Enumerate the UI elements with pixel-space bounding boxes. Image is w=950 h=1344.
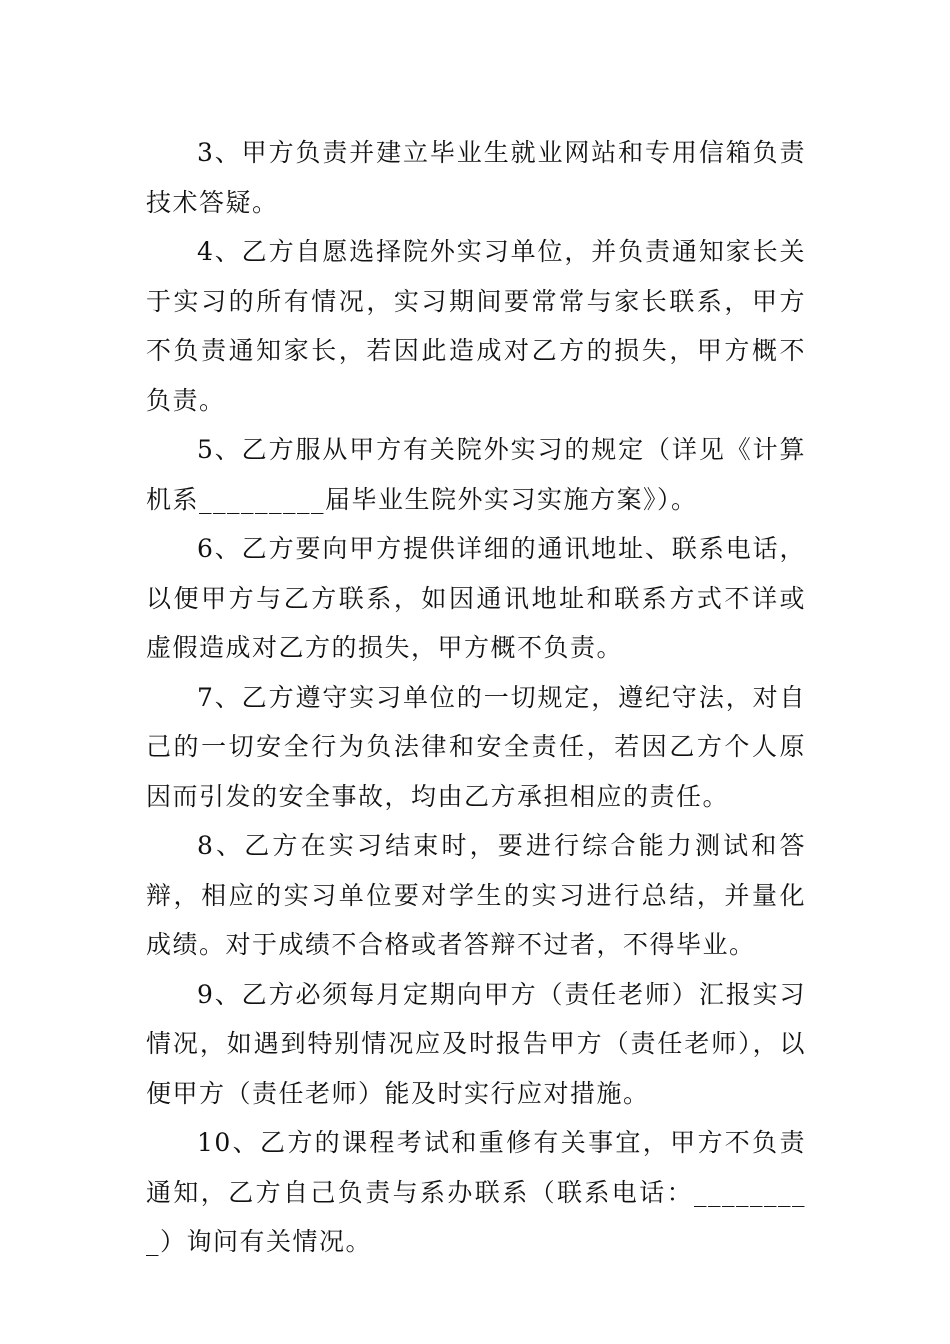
clause-3: 3、甲方负责并建立毕业生就业网站和专用信箱负责技术答疑。 — [146, 138, 806, 217]
clause-4: 4、乙方自愿选择院外实习单位，并负责通知家长关于实习的所有情况，实习期间要常常与家长联系，甲方不负责通知家长，若因此造成对乙方的损失，甲方概不负责。 — [146, 237, 806, 415]
clause-7: 7、乙方遵守实习单位的一切规定，遵纪守法，对自己的一切安全行为负法律和安全责任，若因乙方个人原因而引发的安全事故，均由乙方承担相应的责任。 — [146, 682, 806, 811]
document-page — [146, 128, 806, 1267]
clause-5: 5、乙方服从甲方有关院外实习的规定（详见《计算机系_________届毕业生院外实习实施方案》）。 — [146, 435, 806, 514]
clause-8: 8、乙方在实习结束时，要进行综合能力测试和答辩，相应的实习单位要对学生的实习进行总结，并量化成绩。对于成绩不合格或者答辩不过者，不得毕业。 — [146, 831, 806, 959]
clause-6: 6、乙方要向甲方提供详细的通讯地址、联系电话，以便甲方与乙方联系，如因通讯地址和联系方式不详或虚假造成对乙方的损失，甲方概不负责。 — [146, 534, 806, 662]
clause-10: 10、乙方的课程考试和重修有关事宜，甲方不负责通知，乙方自己负责与系办联系（联系电话：_________）询问有关情况。 — [146, 1128, 806, 1256]
clause-9: 9、乙方必须每月定期向甲方（责任老师）汇报实习情况，如遇到特别情况应及时报告甲方（责任老师），以便甲方（责任老师）能及时实行应对措施。 — [146, 979, 806, 1108]
